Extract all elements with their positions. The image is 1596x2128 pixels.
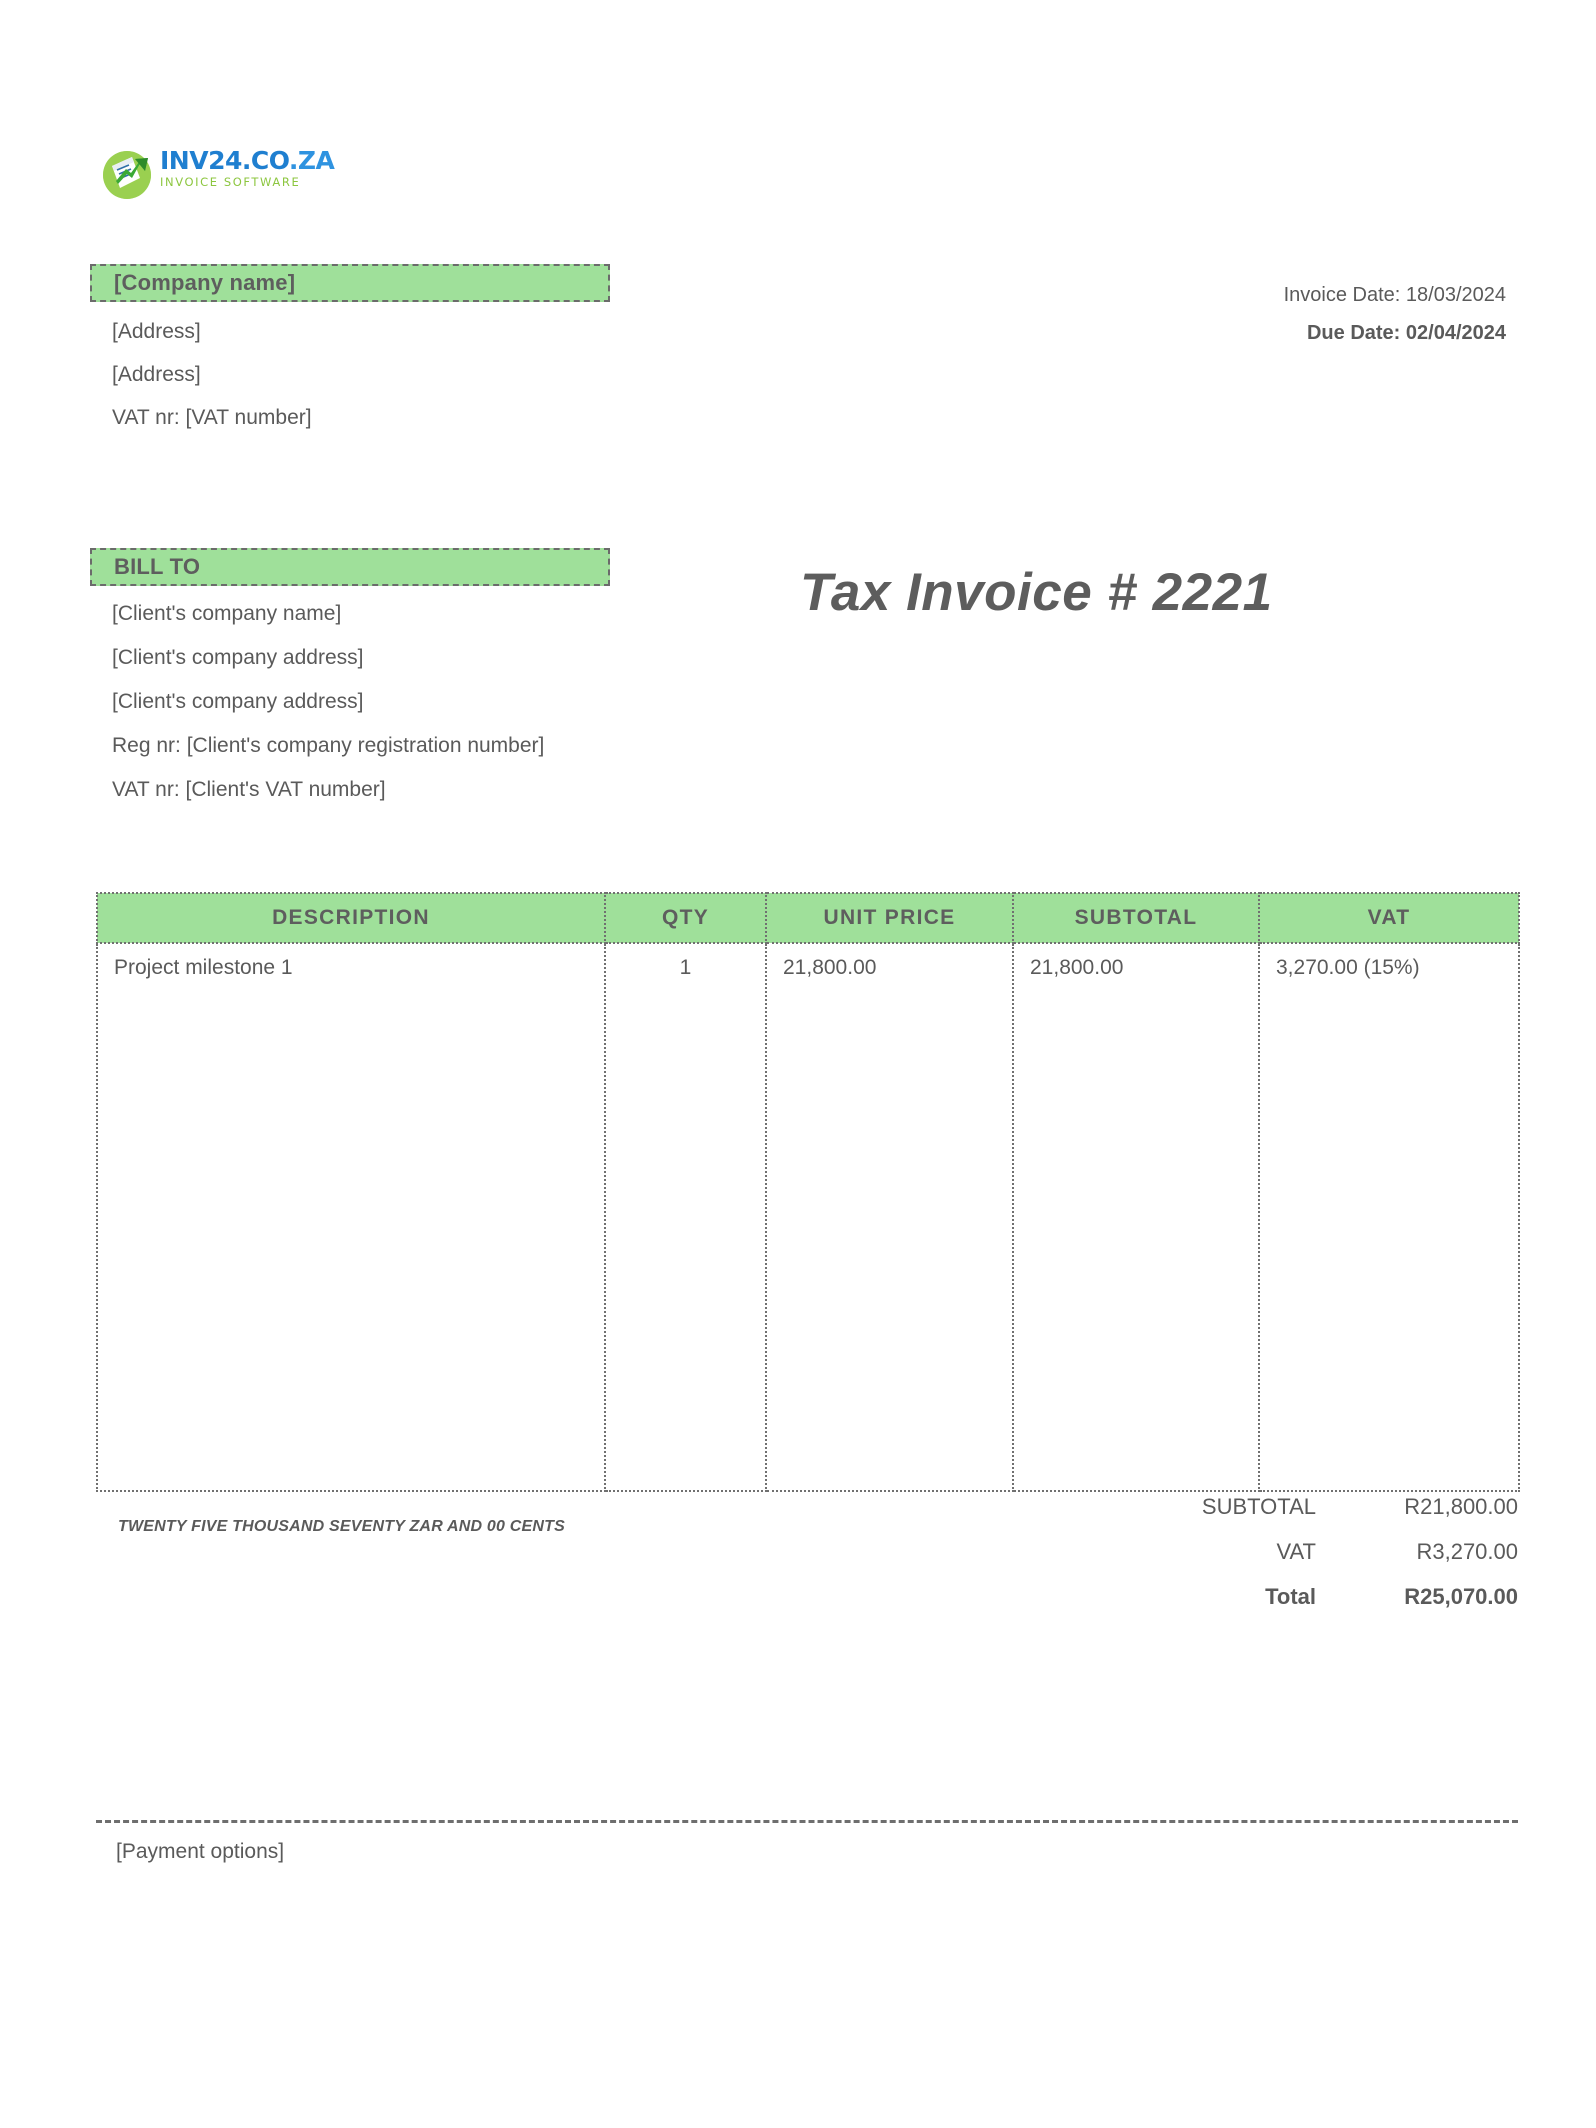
vat-value: R3,270.00 [1416, 1539, 1518, 1564]
cell-qty: 1 [605, 943, 766, 1491]
bill-to-block [90, 548, 610, 812]
line-items-table [96, 892, 1520, 1492]
page-title: Tax Invoice # 2221 [800, 563, 1273, 622]
subtotal-value: R21,800.00 [1404, 1494, 1518, 1519]
client-registration-number: Reg nr: [Client's company registration number] [112, 734, 545, 757]
vat-label: VAT [1276, 1539, 1316, 1564]
company-address-line-2: [Address] [112, 363, 201, 386]
client-vat-number: VAT nr: [Client's VAT number] [112, 778, 386, 801]
logo-subtitle: INVOICE SOFTWARE [160, 175, 301, 189]
company-vat-number: VAT nr: [VAT number] [112, 406, 312, 429]
invoice-dates [1284, 276, 1506, 352]
column-header-subtotal: SUBTOTAL [1013, 893, 1259, 943]
bill-to-lines [90, 592, 610, 812]
totals-row-vat [1088, 1539, 1518, 1584]
invoice-chart-logo-icon [98, 144, 156, 202]
cell-vat: 3,270.00 (15%) [1259, 943, 1519, 1491]
column-header-vat: VAT [1259, 893, 1519, 943]
total-value: R25,070.00 [1404, 1584, 1518, 1609]
amount-in-words: TWENTY FIVE THOUSAND SEVENTY ZAR AND 00 CENTS [118, 1518, 565, 1535]
column-header-qty: QTY [605, 893, 766, 943]
client-address-line-1: [Client's company address] [112, 646, 364, 669]
totals-block [1088, 1494, 1518, 1629]
footer-divider [96, 1820, 1518, 1823]
bill-to-heading: BILL TO [90, 548, 610, 586]
totals-row-total [1088, 1584, 1518, 1629]
table-row [97, 943, 1519, 1491]
cell-subtotal: 21,800.00 [1013, 943, 1259, 1491]
client-address-line-2: [Client's company address] [112, 690, 364, 713]
cell-description: Project milestone 1 [97, 943, 605, 1491]
totals-row-subtotal [1088, 1494, 1518, 1539]
company-block [90, 264, 610, 439]
total-label: Total [1265, 1584, 1316, 1609]
invoice-date: Invoice Date: 18/03/2024 [1283, 284, 1506, 306]
logo-title: INV24.CO.ZA [160, 146, 335, 175]
due-date: Due Date: 02/04/2024 [1306, 322, 1506, 344]
payment-options: [Payment options] [116, 1840, 285, 1863]
company-name: [Company name] [90, 264, 610, 302]
table-header-row [97, 893, 1519, 943]
brand-logo [98, 142, 335, 204]
cell-unit-price: 21,800.00 [766, 943, 1013, 1491]
column-header-description: DESCRIPTION [97, 893, 605, 943]
company-address-lines [90, 310, 610, 439]
column-header-unit-price: UNIT PRICE [766, 893, 1013, 943]
logo-wordmark [160, 146, 335, 189]
client-company-name: [Client's company name] [112, 602, 342, 625]
company-address-line-1: [Address] [112, 320, 201, 343]
subtotal-label: SUBTOTAL [1201, 1494, 1316, 1519]
